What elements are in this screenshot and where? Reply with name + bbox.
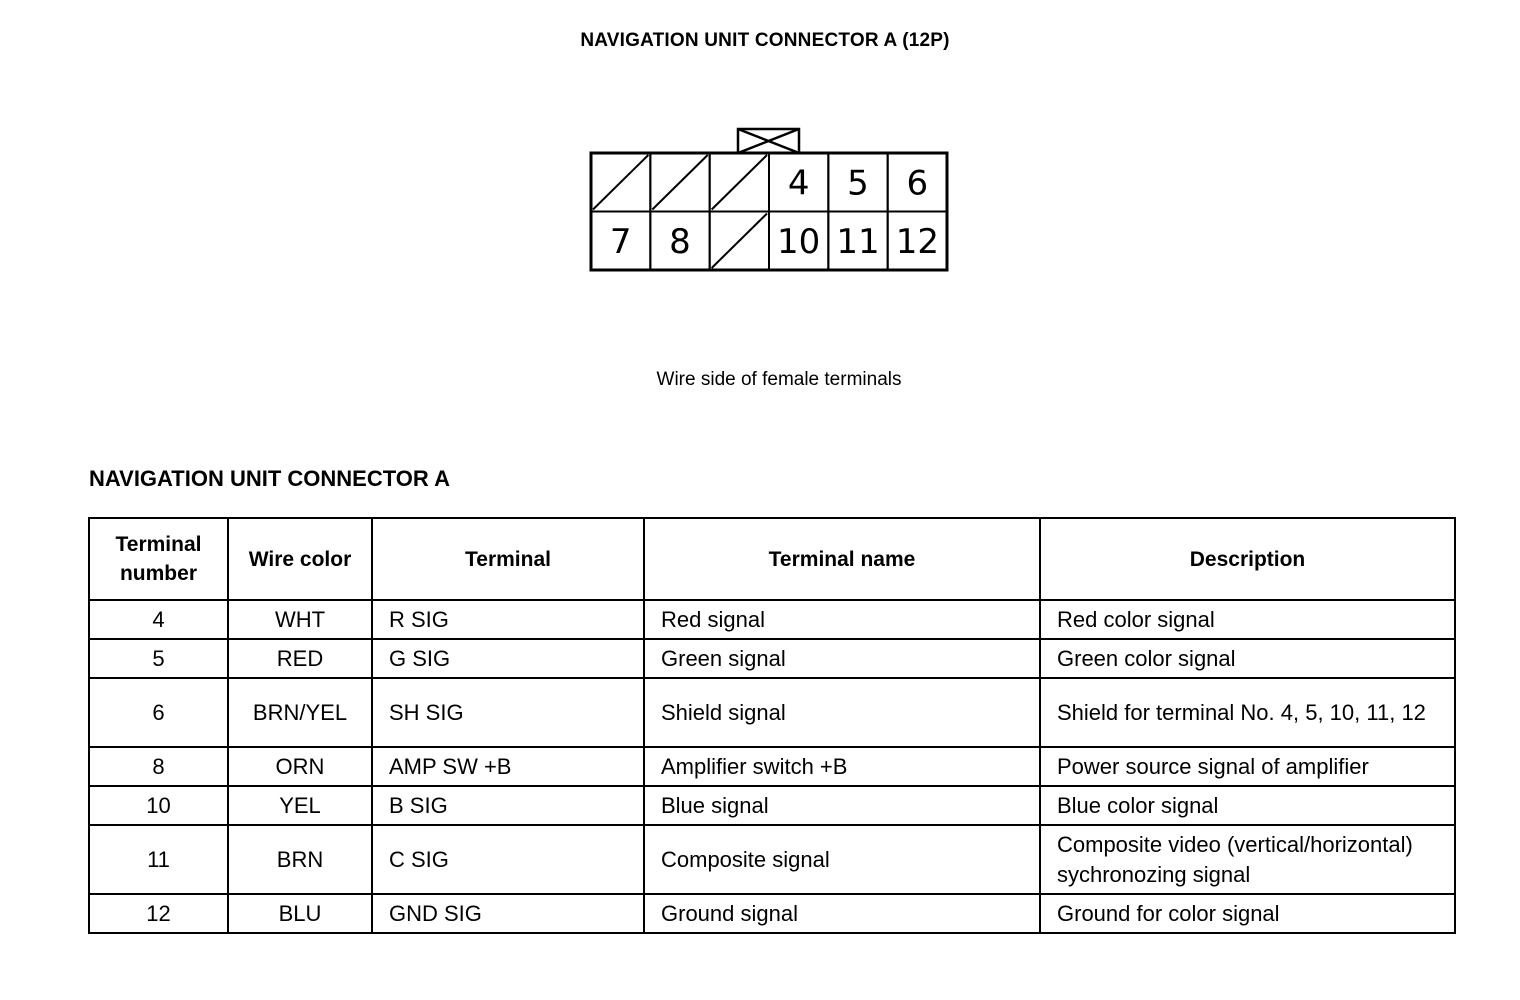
cell-wire-color: BRN/YEL xyxy=(228,678,372,747)
cell-terminal: GND SIG xyxy=(372,894,644,933)
header-terminal-number: Terminal number xyxy=(89,518,228,600)
cell-terminal-name: Red signal xyxy=(644,600,1040,639)
cell-wire-color: BLU xyxy=(228,894,372,933)
header-description: Description xyxy=(1040,518,1455,600)
cell-terminal-number: 11 xyxy=(89,825,228,894)
cell-wire-color: RED xyxy=(228,639,372,678)
table-row xyxy=(89,639,1455,678)
cell-wire-color: YEL xyxy=(228,786,372,825)
cell-wire-color: BRN xyxy=(228,825,372,894)
table-row xyxy=(89,747,1455,786)
table-title: NAVIGATION UNIT CONNECTOR A xyxy=(89,466,450,491)
cell-terminal: G SIG xyxy=(372,639,644,678)
cell-description: Composite video (vertical/horizontal) sychronozing signal xyxy=(1040,825,1455,894)
cell-terminal-number: 8 xyxy=(89,747,228,786)
table-row xyxy=(89,678,1455,747)
cell-terminal-number: 10 xyxy=(89,786,228,825)
cell-terminal: B SIG xyxy=(372,786,644,825)
cell-terminal: R SIG xyxy=(372,600,644,639)
terminal-number-label: 8 xyxy=(669,221,691,262)
cell-description: Blue color signal xyxy=(1040,786,1455,825)
table-row xyxy=(89,825,1455,894)
connector-lock-tab xyxy=(738,129,799,153)
cell-description: Green color signal xyxy=(1040,639,1455,678)
cell-terminal-name: Shield signal xyxy=(644,678,1040,747)
table-row xyxy=(89,894,1455,933)
terminal-number-label: 7 xyxy=(609,221,632,262)
table-row xyxy=(89,600,1455,639)
table-row xyxy=(89,786,1455,825)
terminal-number-label: 11 xyxy=(836,221,880,262)
cell-terminal-name: Amplifier switch +B xyxy=(644,747,1040,786)
cell-terminal-number: 6 xyxy=(89,678,228,747)
header-wire-color: Wire color xyxy=(228,518,372,600)
terminal-number-label: 5 xyxy=(847,163,869,204)
cell-description: Power source signal of amplifier xyxy=(1040,747,1455,786)
diagram-caption: Wire side of female terminals xyxy=(656,369,902,390)
cell-terminal: SH SIG xyxy=(372,678,644,747)
pinout-table xyxy=(88,517,1456,934)
cell-terminal-name: Ground signal xyxy=(644,894,1040,933)
terminal-number-label: 10 xyxy=(777,221,821,262)
cell-wire-color: WHT xyxy=(228,600,372,639)
cell-wire-color: ORN xyxy=(228,747,372,786)
cell-description: Shield for terminal No. 4, 5, 10, 11, 12 xyxy=(1040,678,1455,747)
cell-terminal: AMP SW +B xyxy=(372,747,644,786)
terminal-number-label: 6 xyxy=(906,163,929,204)
cell-terminal-name: Green signal xyxy=(644,639,1040,678)
cell-terminal-number: 12 xyxy=(89,894,228,933)
cell-terminal-name: Blue signal xyxy=(644,786,1040,825)
cell-terminal-name: Composite signal xyxy=(644,825,1040,894)
table-header-row xyxy=(89,518,1455,600)
cell-description: Ground for color signal xyxy=(1040,894,1455,933)
connector-diagram xyxy=(585,120,955,280)
diagram-title: NAVIGATION UNIT CONNECTOR A (12P) xyxy=(580,30,950,51)
header-terminal-name: Terminal name xyxy=(644,518,1040,600)
cell-terminal-number: 5 xyxy=(89,639,228,678)
header-terminal: Terminal xyxy=(372,518,644,600)
terminal-number-label: 4 xyxy=(787,163,810,204)
cell-terminal: C SIG xyxy=(372,825,644,894)
terminal-number-label: 12 xyxy=(895,221,939,262)
cell-terminal-number: 4 xyxy=(89,600,228,639)
cell-description: Red color signal xyxy=(1040,600,1455,639)
